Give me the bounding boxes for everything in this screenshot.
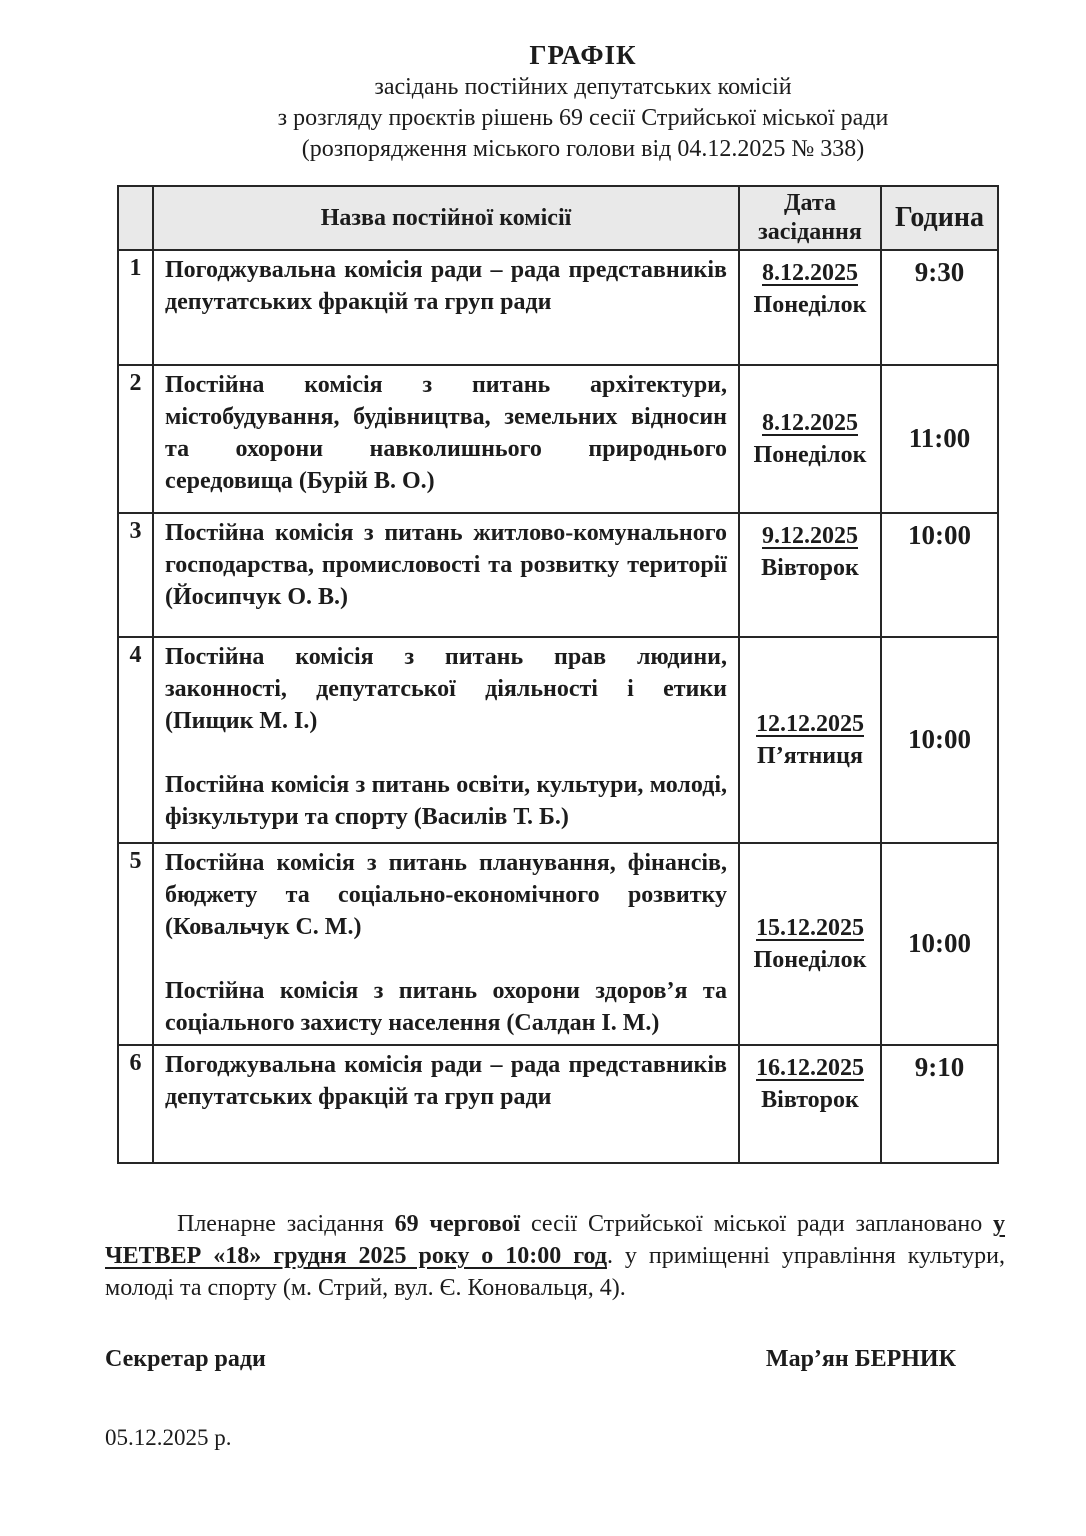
- column-header-number: [118, 186, 153, 250]
- meeting-date: 15.12.2025: [756, 914, 864, 941]
- row-number: 1: [118, 250, 153, 365]
- closing-text-2: сесії Стрийської міської ради заплановано: [520, 1211, 994, 1237]
- meeting-date-cell: [739, 843, 881, 1045]
- row-number: 2: [118, 365, 153, 513]
- meeting-weekday: Понеділок: [753, 946, 867, 973]
- commission-name-text: Погоджувальна комісія ради – рада представників депутатських фракцій та груп ради: [165, 1052, 727, 1110]
- row-number: 6: [118, 1045, 153, 1163]
- commission-name-text: Постійна комісія з питань прав людини, законності, депутатської діяльності і етики (Пищик М. І.): [165, 644, 727, 734]
- meeting-date: 12.12.2025: [756, 710, 864, 737]
- meeting-weekday: П’ятниця: [757, 742, 863, 769]
- subtitle-line-1: засідань постійних депутатських комісій: [374, 74, 792, 100]
- meeting-date-cell: [739, 250, 881, 365]
- signature-row: [105, 1346, 956, 1373]
- commission-name-cell: [153, 250, 739, 365]
- column-header-time: Година: [881, 186, 998, 250]
- commission-name-cell: [153, 513, 739, 637]
- column-header-commission-name: Назва постійної комісії: [153, 186, 739, 250]
- meeting-time-cell: 11:00: [881, 365, 998, 513]
- meeting-time-cell: 10:00: [881, 843, 998, 1045]
- meeting-date-cell: [739, 365, 881, 513]
- meeting-date-cell: [739, 1045, 881, 1163]
- schedule-table: [117, 185, 999, 1164]
- meeting-date-cell: [739, 513, 881, 637]
- commission-name-text: Погоджувальна комісія ради – рада представників депутатських фракцій та груп ради: [165, 257, 727, 315]
- meeting-time-cell: 9:10: [881, 1045, 998, 1163]
- meeting-date: 16.12.2025: [756, 1055, 864, 1081]
- subtitle-line-3: (розпорядження міського голови від 04.12.2025 № 338): [301, 136, 865, 162]
- signer-position: Секретар ради: [105, 1346, 266, 1372]
- commission-name-cell: [153, 365, 739, 513]
- meeting-date: 8.12.2025: [762, 409, 858, 436]
- column-header-date: Дата засідання: [739, 186, 881, 250]
- row-number: 3: [118, 513, 153, 637]
- commission-name-cell: [153, 637, 739, 843]
- subtitle-line-2: з розгляду проєктів рішень 69 сесії Стрийської міської ради: [277, 105, 889, 131]
- meeting-date-cell: [739, 637, 881, 843]
- table-row: [118, 637, 998, 843]
- document-header: [0, 38, 1086, 165]
- table-row: [118, 843, 998, 1045]
- commission-name-text-2: Постійна комісія з питань освіти, культури, молоді, фізкультури та спорту (Василів Т. Б.): [165, 772, 727, 830]
- closing-plenary-datetime: у ЧЕТВЕР «18» грудня 2025 року о 10:00 год: [105, 1211, 1006, 1269]
- commission-name-cell: [153, 843, 739, 1045]
- table-row: [118, 250, 998, 365]
- document-date: 05.12.2025 р.: [105, 1425, 232, 1450]
- table-header-row: [118, 186, 998, 250]
- meeting-time-cell: 10:00: [881, 513, 998, 637]
- commission-name-text-2: Постійна комісія з питань охорони здоров’я та соціального захисту населення (Салдан І. М.): [165, 978, 727, 1036]
- table-row: [118, 1045, 998, 1163]
- signer-name: Мар’ян БЕРНИК: [765, 1346, 956, 1372]
- meeting-weekday: Вівторок: [761, 1087, 859, 1113]
- closing-text-3: . у приміщенні управління культури, молоді та спорту (м. Стрий, вул. Є. Коновальця, 4).: [105, 1243, 1006, 1301]
- meeting-time-cell: 10:00: [881, 637, 998, 843]
- closing-paragraph: [105, 1208, 1005, 1304]
- commission-name-text: Постійна комісія з питань житлово-комунального господарства, промисловості та розвитку території (Йосипчук О. В.): [165, 520, 727, 610]
- meeting-weekday: Понеділок: [753, 441, 867, 468]
- commission-name-text: Постійна комісія з питань планування, фінансів, бюджету та соціально-економічного розвитку (Ковальчук С. М.): [165, 850, 727, 940]
- meeting-weekday: Понеділок: [753, 292, 867, 318]
- table-row: [118, 365, 998, 513]
- meeting-date: 8.12.2025: [762, 260, 858, 286]
- meeting-date: 9.12.2025: [762, 523, 858, 549]
- row-number: 4: [118, 637, 153, 843]
- closing-text-1: Пленарне засідання: [177, 1211, 395, 1237]
- meeting-weekday: Вівторок: [761, 555, 859, 581]
- commission-name-cell: [153, 1045, 739, 1163]
- table-row: [118, 513, 998, 637]
- page-title: ГРАФІК: [529, 40, 637, 70]
- closing-session-number: 69 чергової: [394, 1211, 521, 1237]
- meeting-time-cell: 9:30: [881, 250, 998, 365]
- row-number: 5: [118, 843, 153, 1045]
- commission-name-text: Постійна комісія з питань архітектури, містобудування, будівництва, земельних відносин та охорони навколишнього природнього середовища (Бурій В. О.): [165, 372, 727, 494]
